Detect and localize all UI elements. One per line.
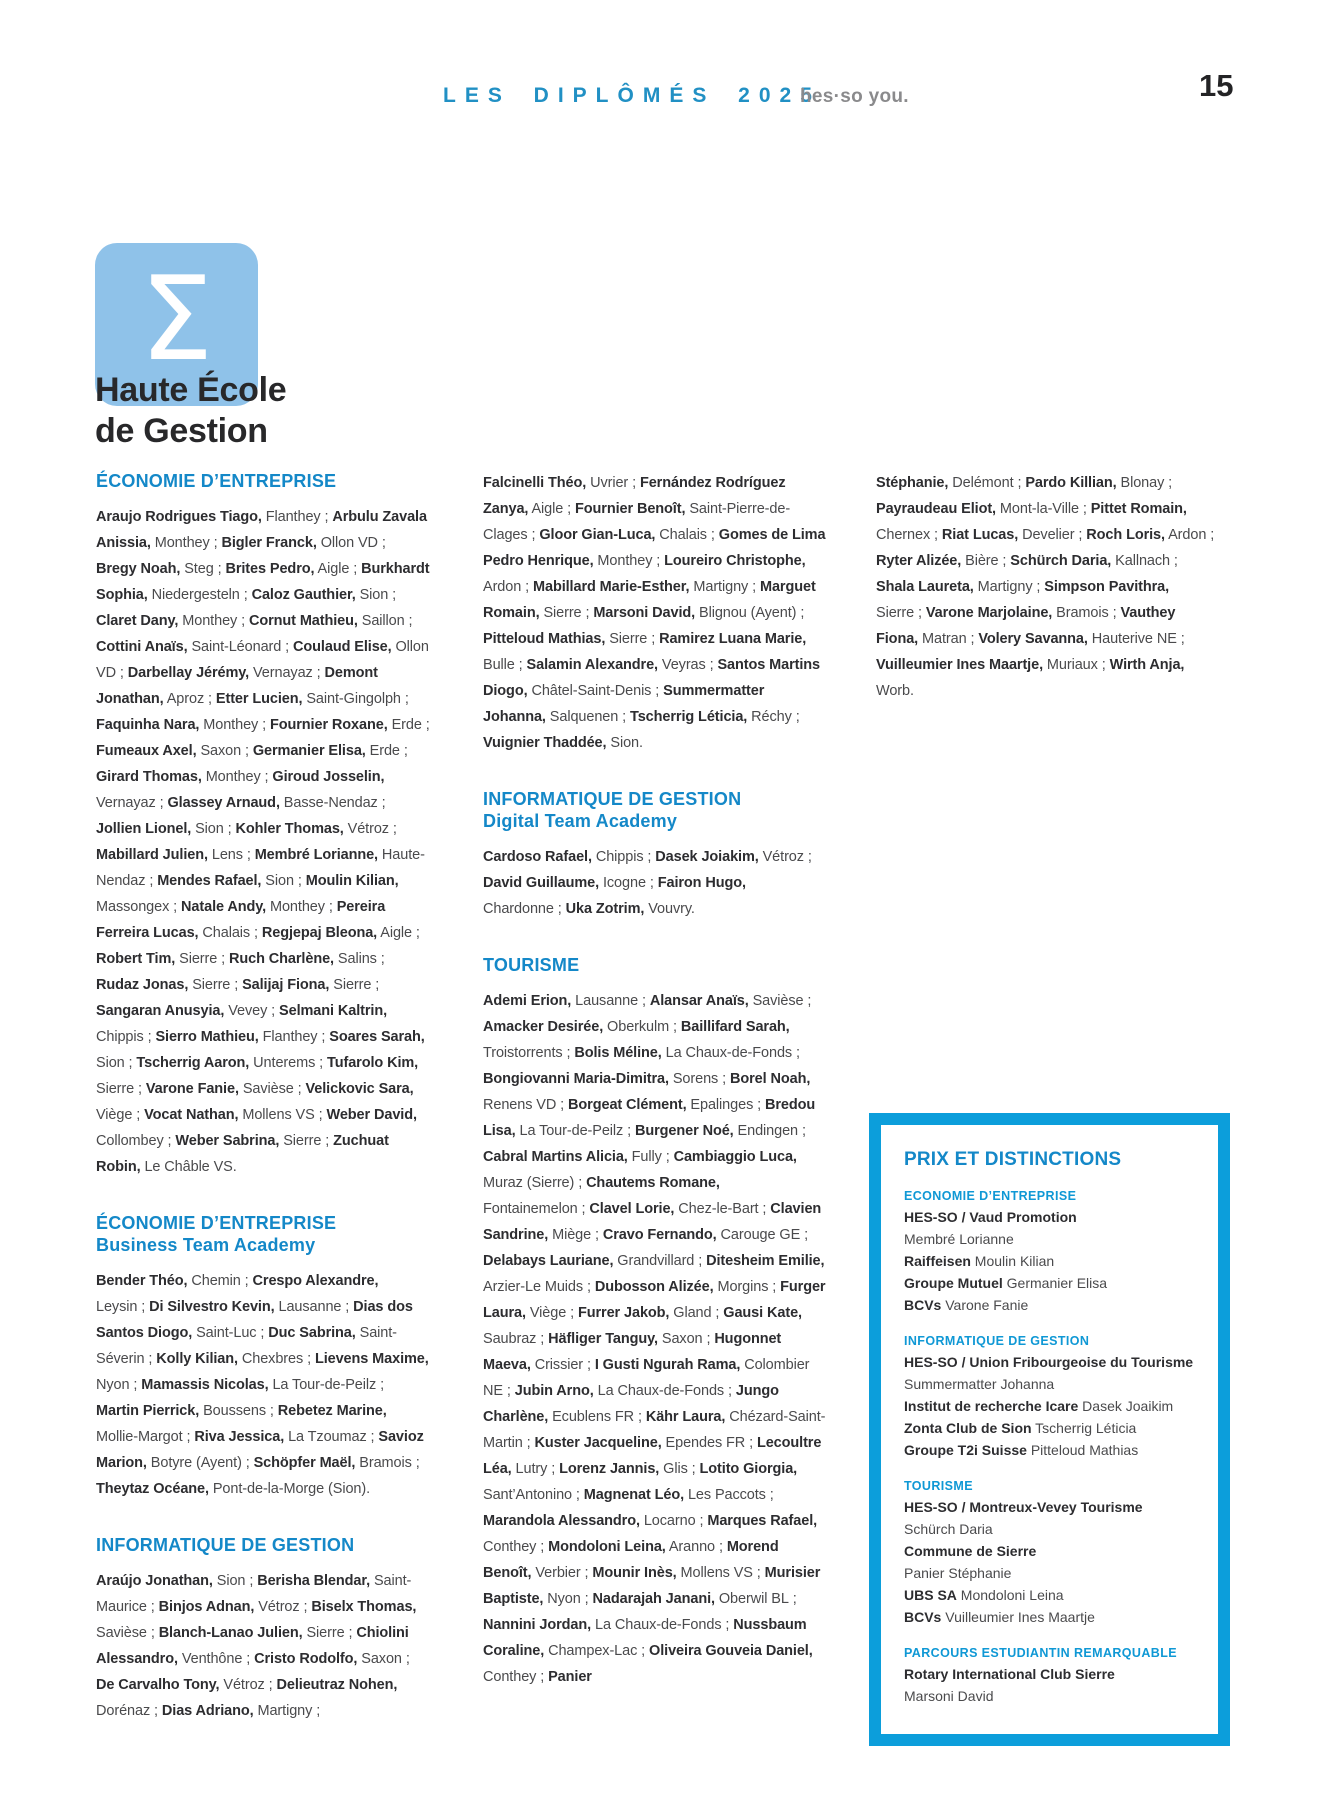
page-number: 15 (1199, 68, 1234, 103)
graduates-economie: Araujo Rodrigues Tiago, Flanthey ; Arbulu Zavala Anissia, Monthey ; Bigler Franck, Ollon VD ; Bregy Noah, Steg ; Brites Pedro, Aigle ; Burkhardt Sophia, Niedergesteln ; Caloz Gauthier, Sion ; Claret Dany, Monthey ; Cornut Mathieu, Saillon ; Cottini Anaïs, Saint-Léonard ; Coulaud Elise, Ollon VD ; Darbellay Jérémy, Vernayaz ; Demont Jonathan, Aproz ; Etter Lucien, Saint-Gingolph ; Faquinha Nara, Monthey ; Fournier Roxane, Erde ; Fumeaux Axel, Saxon ; Germanier Elisa, Erde ; Girard Thomas, Monthey ; Giroud Josselin, Vernayaz ; Glassey Arnaud, Basse-Nendaz ; Jollien Lionel, Sion ; Kohler Thomas, Vétroz ; Mabillard Julien, Lens ; Membré Lorianne, Haute-Nendaz ; Mendes Rafael, Sion ; Moulin Kilian, Massongex ; Natale Andy, Monthey ; Pereira Ferreira Lucas, Chalais ; Regjepaj Bleona, Aigle ; Robert Tim, Sierre ; Ruch Charlène, Salins ; Rudaz Jonas, Sierre ; Salijaj Fiona, Sierre ; Sangaran Anusyia, Vevey ; Selmani Kaltrin, Chippis ; Sierro Mathieu, Flanthey ; Soares Sarah, Sion ; Tscherrig Aaron, Unterems ; Tufarolo Kim, Sierre ; Varone Fanie, Savièse ; Velickovic Sara, Viège ; Vocat Nathan, Mollens VS ; Weber David, Collombey ; Weber Sabrina, Sierre ; Zuchuat Robin, Le Châble VS. (96, 509, 430, 1175)
school-title-line2: de Gestion (95, 412, 268, 450)
section-heading-informatique-dta: INFORMATIQUE DE GESTION Digital Team Academy (483, 789, 742, 831)
graduates-informatique-continued: Falcinelli Théo, Uvrier ; Fernández Rodríguez Zanya, Aigle ; Fournier Benoît, Saint-Pierre-de-Clages ; Gloor Gian-Luca, Chalais ; Gomes de Lima Pedro Henrique, Monthey ; Loureiro Christophe, Ardon ; Mabillard Marie-Esther, Martigny ; Marguet Romain, Sierre ; Marsoni David, Blignou (Ayent) ; Pitteloud Mathias, Sierre ; Ramirez Luana Marie, Bulle ; Salamin Alexandre, Veyras ; Santos Martins Diogo, Châtel-Saint-Denis ; Summermatter Johanna, Salquenen ; Tscherrig Léticia, Réchy ; Vuignier Thaddée, Sion. (483, 475, 826, 751)
section-heading-economie-bta: ÉCONOMIE D’ENTREPRISE Business Team Academy (96, 1213, 337, 1255)
prix-section-economie (904, 1189, 1196, 1316)
masthead-title: LES DIPLÔMÉS 2025 (443, 84, 821, 107)
masthead-brand: hes·so you. (800, 86, 909, 107)
prix-section-label: PARCOURS ESTUDIANTIN REMARQUABLE (904, 1646, 1177, 1660)
prix-section-label: ECONOMIE D’ENTREPRISE (904, 1189, 1077, 1203)
graduates-informatique-dta: Cardoso Rafael, Chippis ; Dasek Joiakim, Vétroz ; David Guillaume, Icogne ; Fairon Hugo, Chardonne ; Uka Zotrim, Vouvry. (483, 849, 812, 917)
prix-section-informatique (904, 1334, 1196, 1461)
prix-awards-list: HES-SO / Vaud Promotion Membré Lorianne Raiffeisen Moulin Kilian Groupe Mutuel Germanier Elisa BCVs Varone Fanie (904, 1209, 1108, 1313)
column-2 (483, 470, 826, 1690)
prix-section-label: TOURISME (904, 1479, 973, 1493)
column-1 (96, 470, 430, 1724)
prix-awards-list: HES-SO / Union Fribourgeoise du Tourisme Summermatter Johanna Institut de recherche Icare Dasek Joaikim Zonta Club de Sion Tscherrig Léticia Groupe T2i Suisse Pitteloud Mathias (904, 1354, 1194, 1458)
section-heading-tourisme: TOURISME (483, 955, 580, 975)
graduates-informatique: Araújo Jonathan, Sion ; Berisha Blendar, Saint-Maurice ; Binjos Adnan, Vétroz ; Biselx Thomas, Savièse ; Blanch-Lanao Julien, Sierre ; Chiolini Alessandro, Venthône ; Cristo Rodolfo, Saxon ; De Carvalho Tony, Vétroz ; Delieutraz Nohen, Dorénaz ; Dias Adriano, Martigny ; (96, 1573, 417, 1719)
graduates-tourisme: Ademi Erion, Lausanne ; Alansar Anaïs, Savièse ; Amacker Desirée, Oberkulm ; Baillifard Sarah, Troistorrents ; Bolis Méline, La Chaux-de-Fonds ; Bongiovanni Maria-Dimitra, Sorens ; Borel Noah, Renens VD ; Borgeat Clément, Epalinges ; Bredou Lisa, La Tour-de-Peilz ; Burgener Noé, Endingen ; Cabral Martins Alicia, Fully ; Cambiaggio Luca, Muraz (Sierre) ; Chautems Romane, Fontainemelon ; Clavel Lorie, Chez-le-Bart ; Clavien Sandrine, Miège ; Cravo Fernando, Carouge GE ; Delabays Lauriane, Grandvillard ; Ditesheim Emilie, Arzier-Le Muids ; Dubosson Alizée, Morgins ; Furger Laura, Viège ; Furrer Jakob, Gland ; Gausi Kate, Saubraz ; Häfliger Tanguy, Saxon ; Hugonnet Maeva, Crissier ; I Gusti Ngurah Rama, Colombier NE ; Jubin Arno, La Chaux-de-Fonds ; Jungo Charlène, Ecublens FR ; Kähr Laura, Chézard-Saint-Martin ; Kuster Jacqueline, Ependes FR ; Lecoultre Léa, Lutry ; Lorenz Jannis, Glis ; Lotito Giorgia, Sant’Antonino ; Magnenat Léo, Les Paccots ; Marandola Alessandro, Locarno ; Marques Rafael, Conthey ; Mondoloni Leina, Aranno ; Morend Benoît, Verbier ; Mounir Inès, Mollens VS ; Murisier Baptiste, Nyon ; Nadarajah Janani, Oberwil BL ; Nannini Jordan, La Chaux-de-Fonds ; Nussbaum Coraline, Champex-Lac ; Oliveira Gouveia Daniel, Conthey ; Panier (483, 993, 826, 1685)
sigma-icon: Σ (139, 251, 214, 387)
prix-awards-list: Rotary International Club Sierre Marsoni David (904, 1666, 1115, 1704)
column-3 (876, 470, 1218, 704)
prix-awards-list: HES-SO / Montreux-Vevey Tourisme Schürch Daria Commune de Sierre Panier Stéphanie UBS SA Mondoloni Leina BCVs Vuilleumier Ines Maartje (904, 1499, 1143, 1625)
graduates-economie-bta: Bender Théo, Chemin ; Crespo Alexandre, Leysin ; Di Silvestro Kevin, Lausanne ; Dias dos Santos Diogo, Saint-Luc ; Duc Sabrina, Saint-Séverin ; Kolly Kilian, Chexbres ; Lievens Maxime, Nyon ; Mamassis Nicolas, La Tour-de-Peilz ; Martin Pierrick, Boussens ; Rebetez Marine, Mollie-Margot ; Riva Jessica, La Tzoumaz ; Savioz Marion, Botyre (Ayent) ; Schöpfer Maël, Bramois ; Theytaz Océane, Pont-de-la-Morge (Sion). (96, 1273, 429, 1497)
section-heading-economie: ÉCONOMIE D’ENTREPRISE (96, 471, 337, 491)
school-title (95, 370, 286, 452)
prix-section-tourisme (904, 1479, 1196, 1628)
school-title-line1: Haute École (95, 371, 287, 409)
section-heading-informatique: INFORMATIQUE DE GESTION (96, 1535, 355, 1555)
prix-section-parcours (904, 1646, 1196, 1707)
prix-section-label: INFORMATIQUE DE GESTION (904, 1334, 1090, 1348)
prix-box (869, 1113, 1230, 1746)
prix-title: PRIX ET DISTINCTIONS (904, 1149, 1122, 1170)
graduates-tourisme-continued: Stéphanie, Delémont ; Pardo Killian, Blonay ; Payraudeau Eliot, Mont-la-Ville ; Pittet Romain, Chernex ; Riat Lucas, Develier ; Roch Loris, Ardon ; Ryter Alizée, Bière ; Schürch Daria, Kallnach ; Shala Laureta, Martigny ; Simpson Pavithra, Sierre ; Varone Marjolaine, Bramois ; Vauthey Fiona, Matran ; Volery Savanna, Hauterive NE ; Vuilleumier Ines Maartje, Muriaux ; Wirth Anja, Worb. (876, 475, 1215, 699)
